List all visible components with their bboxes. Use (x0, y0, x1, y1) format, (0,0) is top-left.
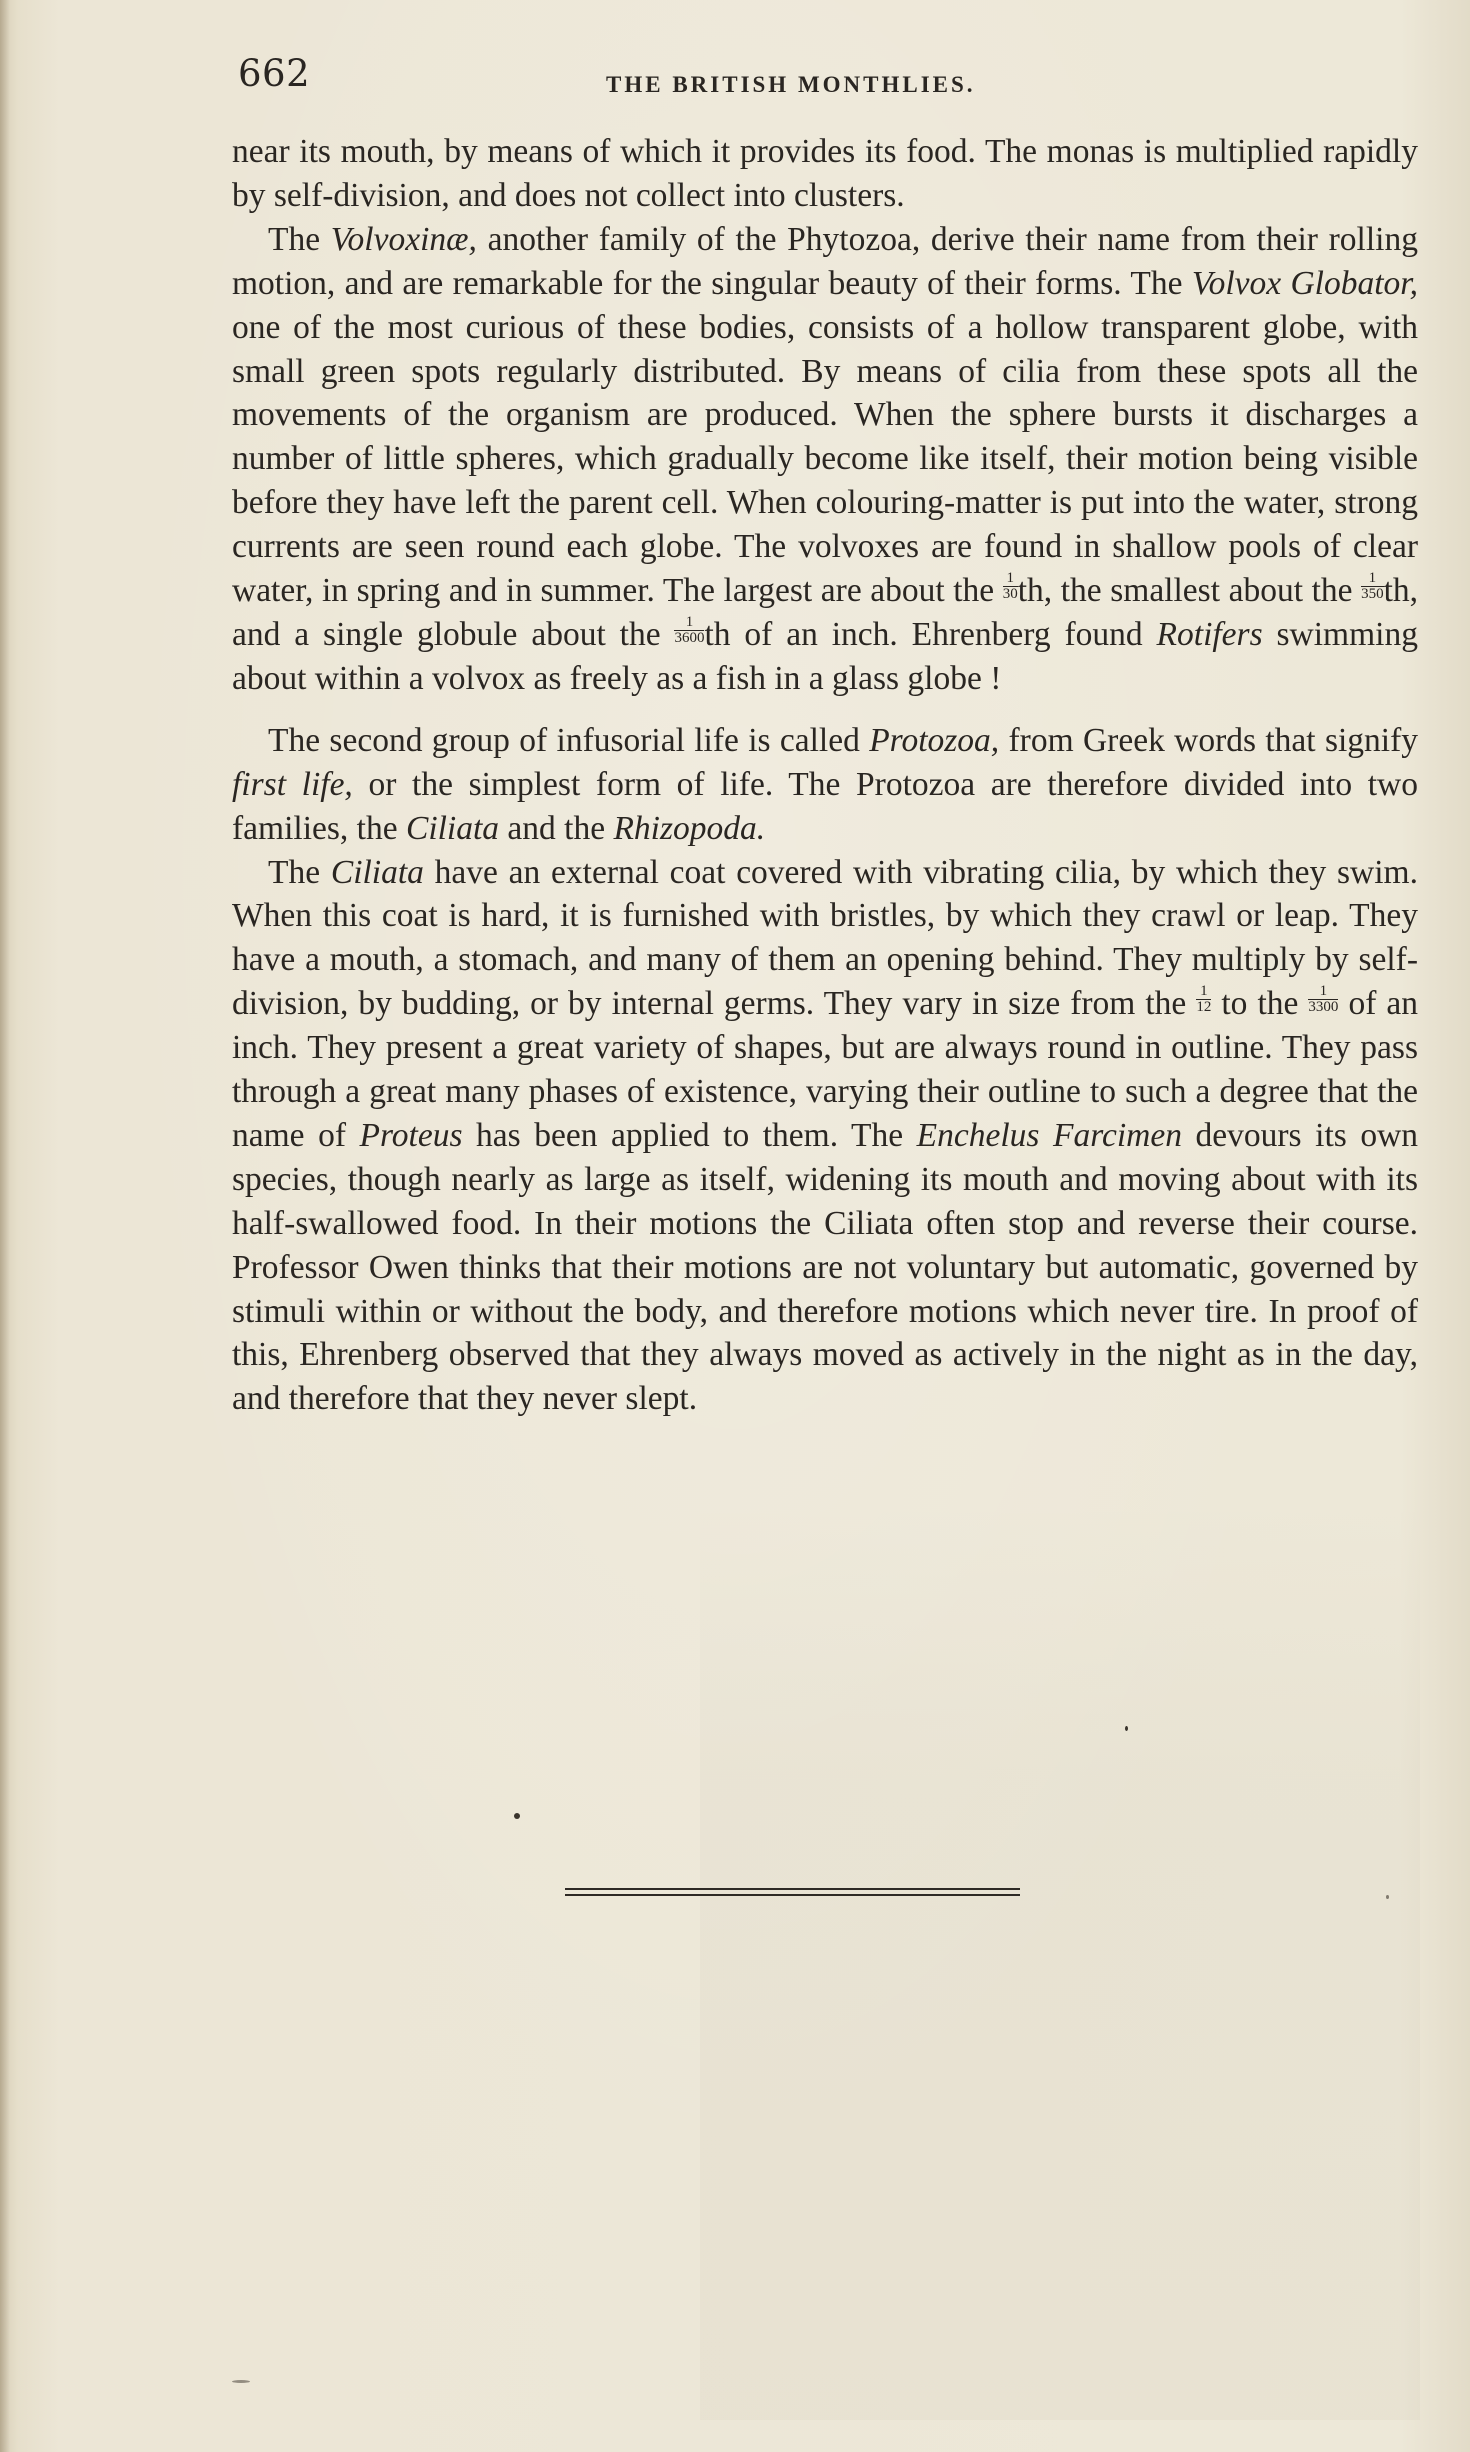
fraction (674, 615, 704, 646)
fraction-numerator: 1 (1308, 984, 1338, 1000)
spine-shadow (0, 0, 10, 2452)
fraction-numerator: 1 (1196, 984, 1211, 1000)
italic-term: Rhizopoda. (613, 809, 766, 847)
italic-term: Volvoxinæ, (330, 220, 477, 258)
paragraph-2 (232, 218, 1418, 701)
text-run: and the (499, 809, 614, 847)
ink-speck (232, 2380, 250, 2383)
fraction-numerator: 1 (674, 615, 704, 631)
fraction (1361, 571, 1384, 602)
fraction-denominator: 3600 (674, 629, 705, 646)
fraction (1196, 984, 1211, 1015)
section-end-double-rule (565, 1888, 1020, 1898)
fraction-numerator: 1 (1361, 571, 1384, 587)
body-text (232, 130, 1418, 1421)
italic-term: Ciliata (405, 809, 500, 847)
text-run: from Greek words that signify (999, 721, 1418, 759)
fraction (1003, 571, 1018, 602)
text-run: th, the smallest about the (1017, 572, 1362, 610)
text-run: one of the most curious of these bodies, consists of a hollow transparent globe, with small green spots regularly distributed. By means of cilia from these spots all the movements of the organism are produced. When the sphere bursts it discharges a number of little spheres, which gradually become like itself, their motion being visible before they have left the parent cell. When colouring-matter is put into the water, strong currents are seen round each globe. The volvoxes are found in shallow pools of clear water, in spring and in summer. The largest are about the (232, 308, 1418, 610)
ink-speck (1125, 1726, 1128, 1731)
rule-line-bottom (565, 1894, 1020, 1896)
fraction-numerator: 1 (1003, 571, 1018, 587)
ink-speck (1386, 1895, 1389, 1899)
text-run: or the simplest form of life. The Protozoa are therefore divided into two families, the (232, 765, 1418, 847)
text-run: The (268, 853, 331, 891)
paragraph-1 (232, 130, 1418, 218)
text-run: devours its own species, though nearly as large as itself, widening its mouth and moving about with its half-swallowed food. In their motions the Ciliata often stop and reverse their course. Professor Owen thinks that their motions are not voluntary but automatic, governed by stimuli within or without the body, and therefore motions which never tire. In proof of this, Ehrenberg observed that they always moved as actively in the night as in the day, and therefore that they never slept. (232, 1116, 1419, 1418)
page-number: 662 (238, 52, 311, 95)
fraction (1308, 984, 1338, 1015)
text-run: The (268, 220, 331, 258)
fraction-denominator: 12 (1196, 999, 1212, 1016)
text-run: The second group of infusorial life is called (268, 721, 870, 759)
fraction-denominator: 3300 (1308, 999, 1339, 1016)
italic-term: Ciliata (330, 853, 424, 891)
italic-term: Proteus (359, 1116, 463, 1154)
show-through-bleed (700, 1500, 1420, 2420)
text-run: has been applied to them. The (462, 1116, 917, 1154)
running-title: THE BRITISH MONTHLIES. (606, 72, 976, 97)
running-head (238, 52, 1428, 112)
text-run: have an external coat covered with vibrating cilia, by which they swim. When this coat is hard, it is furnished with bristles, by which they crawl or leap. They have a mouth, a stomach, and many of them an opening behind. They multiply by self-division, by budding, or by internal germs. They vary in size from the (232, 853, 1418, 1023)
text-run: near its mouth, by means of which it provides its food. The monas is multiplied rapidly by self-division, and does not collect into clusters. (232, 133, 1418, 214)
italic-term: Volvox Globator, (1191, 264, 1418, 302)
text-run: th, and a single globule about the (232, 572, 1418, 653)
paragraph-4 (232, 851, 1418, 1422)
text-run: of an inch. They present a great variety of shapes, but are always round in outline. They pass through a great many phases of existence, varying their outline to such a degree that the name of (232, 985, 1418, 1154)
fraction-denominator: 350 (1361, 586, 1384, 603)
italic-term: Rotifers (1156, 615, 1263, 653)
text-run: another family of the Phytozoa, derive their name from their rolling motion, and are remarkable for the singular beauty of their forms. The (232, 220, 1418, 302)
text-run: th of an inch. Ehrenberg found (704, 615, 1157, 653)
italic-term: Enchelus Farcimen (916, 1116, 1182, 1154)
italic-term: Protozoa, (869, 721, 1000, 759)
text-run: swimming about within a volvox as freely as a fish in a glass globe ! (232, 615, 1418, 697)
fraction-denominator: 30 (1002, 586, 1018, 603)
paragraph-3 (232, 719, 1418, 851)
rule-line-top (565, 1888, 1020, 1890)
ink-speck (514, 1813, 520, 1819)
italic-term: first life, (232, 765, 353, 803)
text-run: to the (1211, 985, 1309, 1023)
